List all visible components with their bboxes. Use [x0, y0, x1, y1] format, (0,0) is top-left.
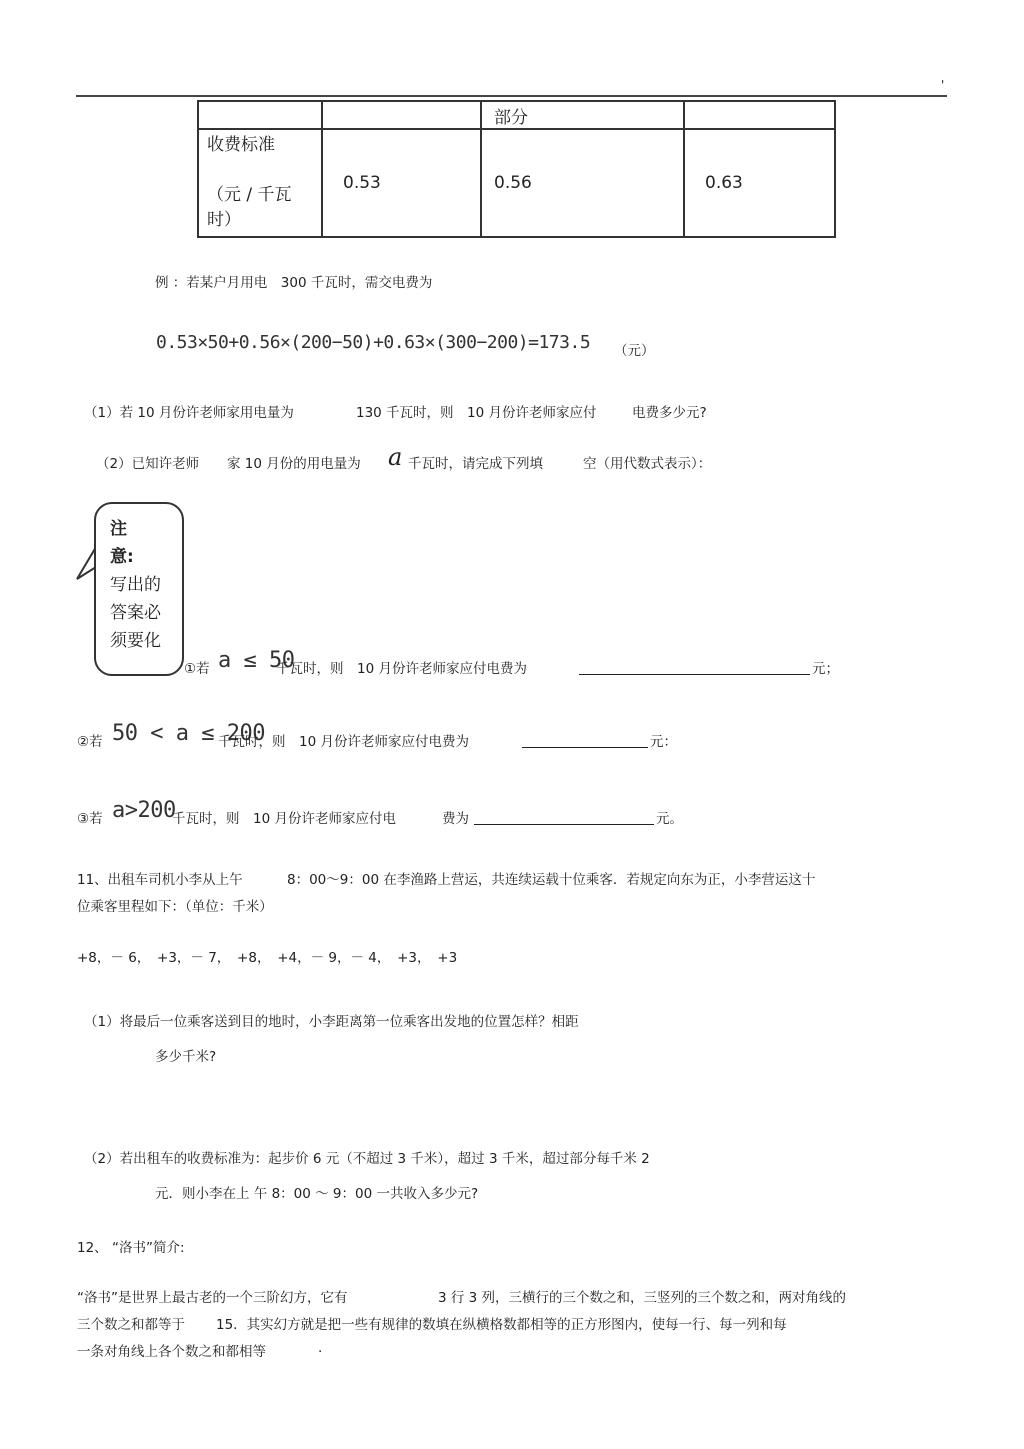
q12-text: “洛书”是世界上最古老的一个三阶幻方，它有	[77, 1290, 348, 1306]
header-rule	[76, 95, 947, 97]
q2-text-a: （2）已知许老师	[96, 456, 200, 472]
example-unit: （元）	[614, 343, 655, 359]
q1-text-b: 130 千瓦时，则 10 月份许老师家应付	[356, 405, 597, 421]
table-row	[198, 101, 835, 129]
q12-text: 三个数之和都等于	[77, 1317, 185, 1333]
q11-sub1: 多少千米?	[155, 1049, 217, 1065]
q2-variable: a	[388, 443, 403, 471]
q2-text-c: 千瓦时，请完成下列填	[408, 456, 543, 472]
note-title: 注	[110, 519, 127, 539]
label-line: （元 / 千瓦	[207, 185, 292, 205]
q11-text: 11、出租车司机小李从上午	[77, 872, 243, 888]
table-cell	[322, 101, 481, 129]
example-formula: 0.53×50+0.56×(200−50)+0.63×(300−200)=173.5	[156, 332, 591, 353]
q2-text-d: 空（用代数式表示）：	[583, 456, 712, 472]
note-title: 意:	[110, 547, 134, 567]
answer-blank-2[interactable]	[522, 747, 648, 748]
q11-values: +8，－ 6， +3，－ 7， +8， +4，－ 9，－ 4， +3， +3	[77, 950, 458, 966]
example-line: 例 ：若某户月用电 300 千瓦时，需交电费为	[155, 275, 433, 291]
q12-title: 12、 “洛书”简介:	[77, 1240, 185, 1256]
note-text	[110, 515, 161, 655]
q1-text-a: （1）若 10 月份许老师家用电量为	[84, 405, 294, 421]
table-cell	[684, 101, 835, 129]
q11-text: 8：00～9：00 在李渔路上营运，共连续运载十位乘客．若规定向东为正，小李营运这十	[287, 872, 816, 888]
answer-blank-3[interactable]	[474, 824, 654, 825]
q11-sub2: 元．则小李在上 午 8：00 ～ 9：00 一共收入多少元?	[155, 1186, 479, 1202]
item1-prefix: ①若	[184, 661, 210, 677]
item3-suffix: 元。	[656, 811, 683, 827]
q12-text: 一条对角线上各个数之和都相等	[77, 1344, 266, 1360]
item3-text-a: 千瓦时，则 10 月份许老师家应付电	[172, 811, 396, 827]
note-line: 须要化	[110, 631, 161, 651]
item1-suffix: 元；	[812, 661, 839, 677]
q12-text: .	[318, 1340, 323, 1356]
q11-text: 位乘客里程如下：（单位：千米）	[77, 899, 273, 915]
item3-text-b: 费为	[442, 811, 469, 827]
item2-prefix: ②若	[77, 734, 103, 750]
item1-condition: a ≤ 50	[218, 648, 295, 673]
table-cell: 部分	[481, 101, 684, 129]
item3-condition: a>200	[112, 798, 176, 823]
item2-suffix: 元：	[650, 734, 677, 750]
item2-text: 千瓦时，则 10 月份许老师家应付电费为	[218, 734, 469, 750]
q12-text: 15．其实幻方就是把一些有规律的数填在纵横格数都相等的正方形图内，使每一行、每一列和每	[216, 1317, 787, 1333]
label-line: 收费标准	[207, 135, 275, 155]
item2-condition: 50 < a ≤ 200	[112, 721, 265, 746]
q11-sub1: （1）将最后一位乘客送到目的地时，小李距离第一位乘客出发地的位置怎样？相距	[84, 1014, 579, 1030]
item3-prefix: ③若	[77, 811, 103, 827]
item1-text: 千瓦时，则 10 月份许老师家应付电费为	[276, 661, 527, 677]
corner-mark: '	[941, 78, 945, 92]
q1-text-c: 电费多少元?	[632, 405, 707, 421]
note-line: 写出的	[110, 575, 161, 595]
price-cell: 0.56	[481, 129, 684, 237]
label-line: 时）	[207, 210, 241, 230]
q2-text-b: 家 10 月份的用电量为	[227, 456, 361, 472]
price-cell: 0.63	[684, 129, 835, 237]
answer-blank-1[interactable]	[579, 674, 810, 675]
price-cell: 0.53	[322, 129, 481, 237]
q11-sub2: （2）若出租车的收费标准为：起步价 6 元（不超过 3 千米），超过 3 千米，超过部分每千米 2	[84, 1151, 650, 1167]
table-cell	[198, 101, 322, 129]
fee-table	[197, 100, 836, 238]
note-line: 答案必	[110, 603, 161, 623]
table-row	[198, 129, 835, 237]
table-cell-label	[198, 129, 322, 237]
q12-text: 3 行 3 列，三横行的三个数之和，三竖列的三个数之和，两对角线的	[438, 1290, 847, 1306]
